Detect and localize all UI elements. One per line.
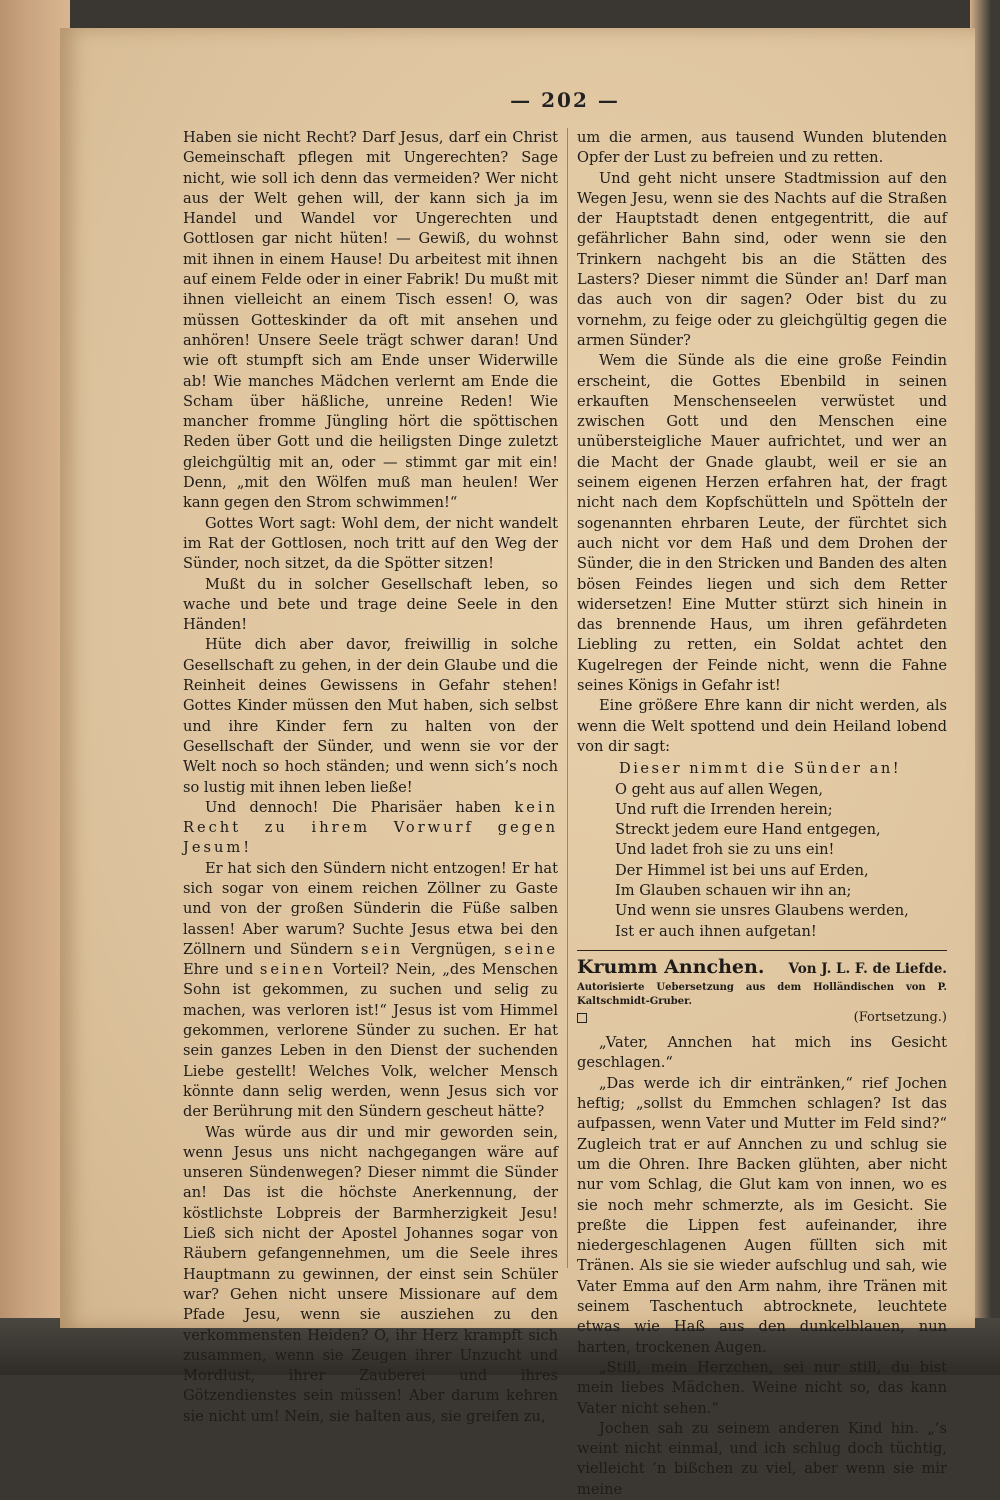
story-header bbox=[577, 957, 947, 979]
story-paragraph: „Vater, Annchen hat mich ins Gesicht geschlagen.“ bbox=[577, 1034, 947, 1072]
poem-line: Streckt jedem eure Hand entgegen, bbox=[615, 821, 881, 839]
right-paragraph-3: Wem die Sünde als die eine große Feindin erscheint, die Gottes Ebenbild in seinen erkauften Menschenseelen verwüstet und zwischen Gott und den Menschen eine unübersteigliche Mauer aufrichtet, und wer an die Macht der Gnade glaubt, weil er sie an seinem eigenen Herzen erfahren hat, der fragt nicht nach dem Kopfschütteln und Spötteln der sogenannten ehrbaren Leute, der fürchtet sich auch nicht vor dem Haß und dem Drohen der Sünder, die in den Stricken und Banden des alten bösen Feindes liegen und sich dem Retter widersetzen! Eine Mutter stürzt sich hinein in das brennende Haus, um ihren gefährdeten Liebling zu retten, ein Soldat achtet den Kugelregen der Feinde nicht, wenn die Fahne seines Königs in Gefahr ist! bbox=[577, 352, 947, 695]
page-number: — 202 — bbox=[510, 88, 620, 112]
story-paragraph: Jochen sah zu seinem anderen Kind hin. „’s weint nicht einmal, und ich schlug doch tüchtig, vielleicht ’n bißchen zu viel, aber wenn sie mir meine bbox=[577, 1419, 947, 1498]
left-p5-spaced: kein Recht zu ihrem Vorwurf gegen Jesum! bbox=[183, 798, 558, 857]
left-paragraph-4: Hüte dich aber davor, freiwillig in solche Gesellschaft zu gehen, in der dein Glaube und die Reinheit deines Gewissens in Gefahr stehen! Gottes Kinder müssen den Mut haben, sich selbst und ihre Kinder fern zu halten von der Gesellschaft der Sünder, und wenn sie vor der Welt noch so hoch ständen; und wenn sich’s noch so lustig mit ihnen leben ließe! bbox=[183, 636, 558, 796]
story-author: Von J. L. F. de Liefde. bbox=[788, 960, 947, 977]
left-p6-seinen: seinen bbox=[259, 961, 327, 979]
square-ornament-icon bbox=[577, 1013, 587, 1023]
left-paragraph-6 bbox=[183, 859, 558, 1123]
left-p6-a: Er hat sich den Sündern nicht entzogen! Er hat sich sogar von einem reichen Zöllner zu Gaste und von der großen Sünderin die Füße salben lassen! Aber warum? Suchte Jesus etwa bei den Zöllnern und Sündern bbox=[183, 859, 558, 958]
left-p6-d: Vorteil? Nein, „des Menschen Sohn ist gekommen, zu suchen und selig zu machen, was verloren ist!“ Jesus ist vom Himmel gekommen, verlorene Sünder zu suchen. Er hat sein ganzes Leben in den Dienst der suchenden Liebe gestellt! Welches Volk, welcher Mensch könnte dann selig werden, wenn Jesus sich vor der Berührung mit den Sündern gescheut hätte? bbox=[183, 961, 558, 1121]
right-paragraph-1: um die armen, aus tausend Wunden blutenden Opfer der Lust zu befreien und zu retten. bbox=[577, 129, 947, 167]
column-divider bbox=[567, 128, 568, 1268]
poem bbox=[577, 759, 947, 942]
left-p6-seine: seine bbox=[504, 940, 558, 958]
left-p6-c: Ehre und bbox=[183, 961, 260, 979]
left-p5-text: Und dennoch! Die Pharisäer haben bbox=[205, 798, 515, 816]
story-paragraph: „Still, mein Herzchen, sei nur still, du bist mein liebes Mädchen. Weine nicht so, das kann Vater nicht sehen.“ bbox=[577, 1358, 947, 1417]
right-column bbox=[577, 128, 947, 1500]
poem-line: Im Glauben schauen wir ihn an; bbox=[615, 881, 852, 899]
left-paragraph-1: Haben sie nicht Recht? Darf Jesus, darf ein Christ Gemeinschaft pflegen mit Ungerechten? Sage nicht, wie soll ich denn das vermeiden? Wer nicht aus der Welt gehen will, der kann sich ja im Handel und Wandel vor Ungerechten und Gottlosen gar nicht hüten! — Gewiß, du wohnst mit ihnen in einem Hause! Du arbeitest mit ihnen auf einem Felde oder in einer Fabrik! Du mußt mit ihnen vielleicht an einem Tisch essen! O, was müssen Gotteskinder da oft mit ansehen und anhören! Unsere Seele trägt schwer daran! Und wie oft stumpft sich am Ende unser Widerwille ab! Wie manches Mädchen verlernt am Ende die Scham über häßliche, unreine Reden! Wie mancher fromme Jüngling hört die spöttischen Reden über Gott und die heiligsten Dinge zuletzt gleichgültig mit an, oder — stimmt gar mit ein! Denn, „mit den Wölfen muß man heulen! Wer kann gegen den Strom schwimmen!“ bbox=[183, 129, 559, 512]
left-paragraph-5 bbox=[183, 798, 558, 859]
left-column bbox=[183, 128, 558, 1427]
poem-line: Der Himmel ist bei uns auf Erden, bbox=[615, 861, 869, 879]
left-paragraph-3: Mußt du in solcher Gesellschaft leben, so wache und bete und trage deine Seele in den Händen! bbox=[183, 575, 558, 634]
story-subtitle: Autorisierte Uebersetzung aus dem Holländischen von P. Kaltschmidt-Gruber. bbox=[577, 982, 947, 1008]
story-separator bbox=[577, 950, 947, 951]
poem-line: Und wenn sie unsres Glaubens werden, bbox=[615, 902, 909, 920]
poem-line: Und ruft die Irrenden herein; bbox=[615, 800, 833, 818]
poem-line: Und ladet froh sie zu uns ein! bbox=[615, 841, 835, 859]
left-paragraph-7: Was würde aus dir und mir geworden sein, wenn Jesus uns nicht nachgegangen wäre auf unseren Sündenwegen? Dieser nimmt die Sünder an! Das ist die höchste Anerkennung, der köstlichste Lobpreis der Barmherzigkeit Jesu! Ließ sich nicht der Apostel Johannes sogar von Räubern gefangennehmen, um die Seele ihres Hauptmann zu gewinnen, der einst sein Schüler war? Gehen nicht unsere Missionare auf dem Pfade Jesu, wenn sie ausziehen zu den verkommensten Heiden? O, ihr Herz krampft sich zusammen, wenn sie Zeugen ihrer Unzucht und Mordlust, ihrer Zauberei und ihres Götzendienstes sein müssen! Aber darum kehren sie nicht um! Nein, sie halten aus, sie greifen zu, bbox=[183, 1123, 558, 1425]
story-continuation: (Fortsetzung.) bbox=[853, 1010, 947, 1026]
poem-line: Dieser nimmt die Sünder an! bbox=[619, 760, 902, 778]
story-title: Krumm Annchen. bbox=[577, 955, 765, 978]
left-p6-b: Vergnügen, bbox=[403, 940, 505, 958]
story-continuation-row bbox=[577, 1009, 947, 1027]
right-paragraph-4: Eine größere Ehre kann dir nicht werden, als wenn die Welt spottend und dein Heiland lobend von dir sagt: bbox=[577, 697, 947, 755]
left-p6-sein: sein bbox=[360, 940, 404, 958]
right-paragraph-2: Und geht nicht unsere Stadtmission auf den Wegen Jesu, wenn sie des Nachts auf die Straßen der Hauptstadt denen entgegentritt, die auf gefährlicher Bahn sind, oder wenn sie den Trinkern nachgeht bis an die Stätten des Lasters? Dieser nimmt die Sünder an! Darf man das auch von dir sagen? Oder bist du zu vornehm, zu feige oder zu gleichgültig gegen die armen Sünder? bbox=[577, 169, 947, 349]
left-paragraph-2: Gottes Wort sagt: Wohl dem, der nicht wandelt im Rat der Gottlosen, noch tritt auf den Weg der Sünder, noch sitzet, da die Spötter sitzen! bbox=[183, 514, 558, 573]
story-paragraph: „Das werde ich dir eintränken,“ rief Jochen heftig; „sollst du Emmchen schlagen? Ist das aufpassen, wenn Vater und Mutter im Feld sind?“ Zugleich trat er auf Annchen zu und schlug sie um die Ohren. Ihre Backen glühten, aber nicht nur vom Schlag, die Glut kam von innen, wo es sie noch mehr schmerzte, als im Gesicht. Sie preßte die Lippen fest aufeinander, ihre niedergeschlagenen Augen füllten sich mit Tränen. Als sie sie wieder aufschlug und sah, wie Vater Emma auf den Arm nahm, ihre Tränen mit seinem Taschentuch abtrocknete, leuchtete etwas wie Haß aus den dunkelblauen, nun harten, trockenen Augen. bbox=[577, 1074, 947, 1356]
poem-line: O geht aus auf allen Wegen, bbox=[615, 780, 824, 798]
poem-line: Ist er auch ihnen aufgetan! bbox=[615, 922, 817, 940]
